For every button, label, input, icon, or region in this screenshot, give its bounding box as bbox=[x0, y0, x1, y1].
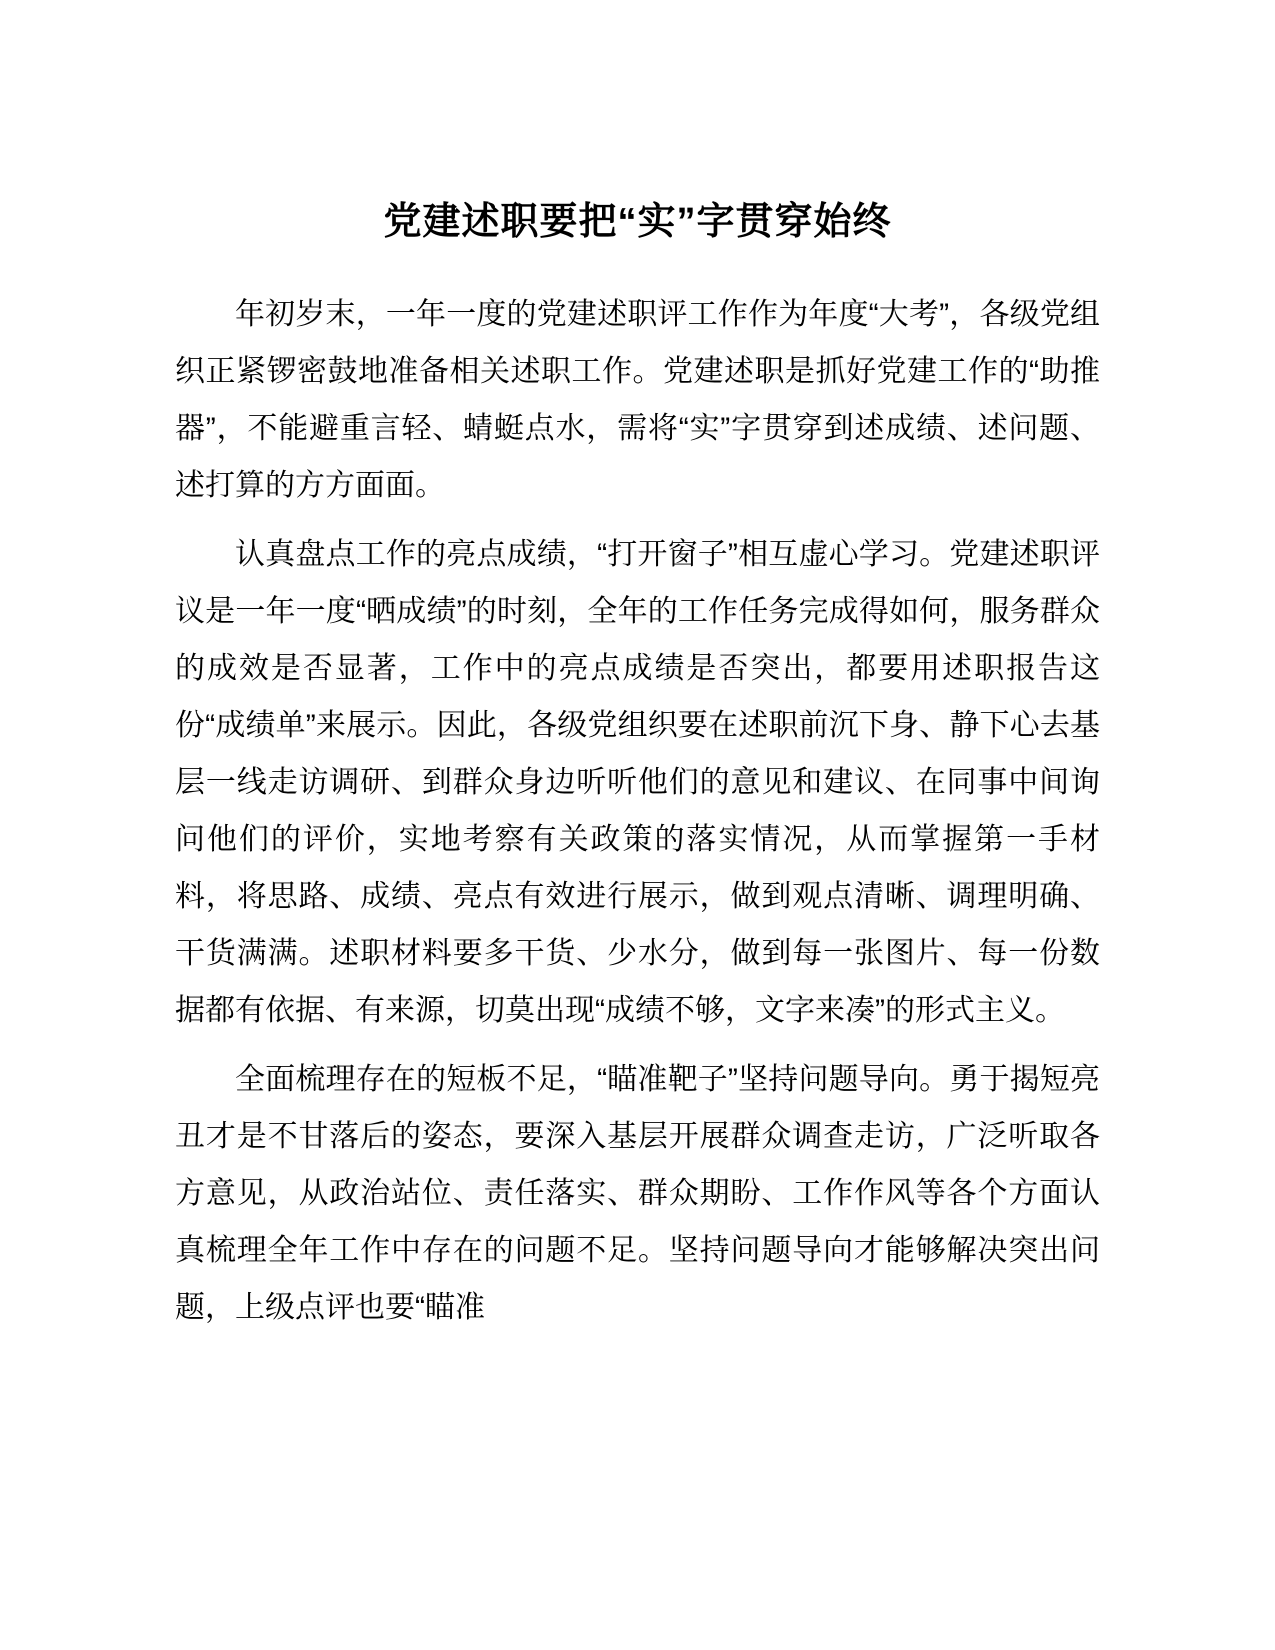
document-title: 党建述职要把“实”字贯穿始终 bbox=[383, 201, 892, 243]
paragraph: 年初岁末，一年一度的党建述职评工作作为年度“大考”，各级党组织正紧锣密鼓地准备相关述职工作。党建述职是抓好党建工作的“助推器”，不能避重言轻、蜻蜓点水，需将“实”字贯穿到述成绩、述问题、述打算的方方面面。 bbox=[175, 297, 1100, 502]
paragraph: 全面梳理存在的短板不足，“瞄准靶子”坚持问题导向。勇于揭短亮丑才是不甘落后的姿态，要深入基层开展群众调查走访，广泛听取各方意见，从政治站位、责任落实、群众期盼、工作作风等各个方面认真梳理全年工作中存在的问题不足。坚持问题导向才能够解决突出问题，上级点评也要“瞄准 bbox=[175, 1062, 1100, 1324]
paragraph: 认真盘点工作的亮点成绩，“打开窗子”相互虚心学习。党建述职评议是一年一度“晒成绩”的时刻，全年的工作任务完成得如何，服务群众的成效是否显著，工作中的亮点成绩是否突出，都要用述职报告这份“成绩单”来展示。因此，各级党组织要在述职前沉下身、静下心去基层一线走访调研、到群众身边听听他们的意见和建议、在同事中间询问他们的评价，实地考察有关政策的落实情况，从而掌握第一手材料，将思路、成绩、亮点有效进行展示，做到观点清晰、调理明确、干货满满。述职材料要多干货、少水分，做到每一张图片、每一份数据都有依据、有来源，切莫出现“成绩不够，文字来凑”的形式主义。 bbox=[175, 537, 1100, 1027]
